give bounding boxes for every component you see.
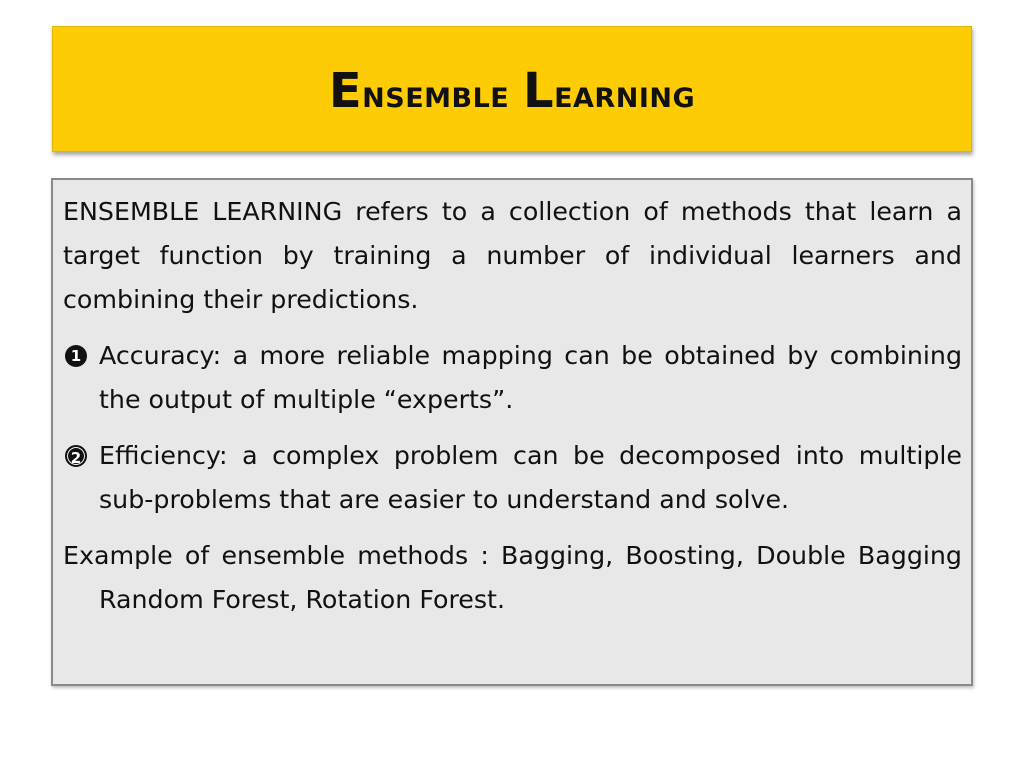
intro-paragraph: ENSEMBLE LEARNING refers to a collection of methods that learn a target function by training a number of individual learners and combining their predictions.	[63, 197, 962, 314]
slide-title	[329, 59, 695, 119]
circled-digit-one-icon: 1	[65, 345, 87, 367]
title-word-learning: earning	[554, 72, 696, 116]
content-box	[51, 178, 973, 686]
bullet-accuracy-text: Accuracy: a more reliable mapping can be obtained by combining the output of multiple “experts”.	[99, 341, 962, 414]
title-initial-e: E	[328, 63, 363, 119]
bullet-accuracy	[63, 334, 962, 422]
bullet-efficiency-text: Efficiency: a complex problem can be decomposed into multiple sub-problems that are easier to understand and solve.	[99, 441, 962, 514]
title-banner	[52, 26, 972, 152]
circled-digit-two-icon: 2	[65, 445, 87, 467]
title-word-ensemble: nsemble	[362, 72, 510, 116]
title-initial-l: L	[523, 63, 555, 119]
example-paragraph: Example of ensemble methods : Bagging, Boosting, Double Bagging Random Forest, Rotation Forest.	[63, 541, 962, 614]
bullet-efficiency	[63, 434, 962, 522]
